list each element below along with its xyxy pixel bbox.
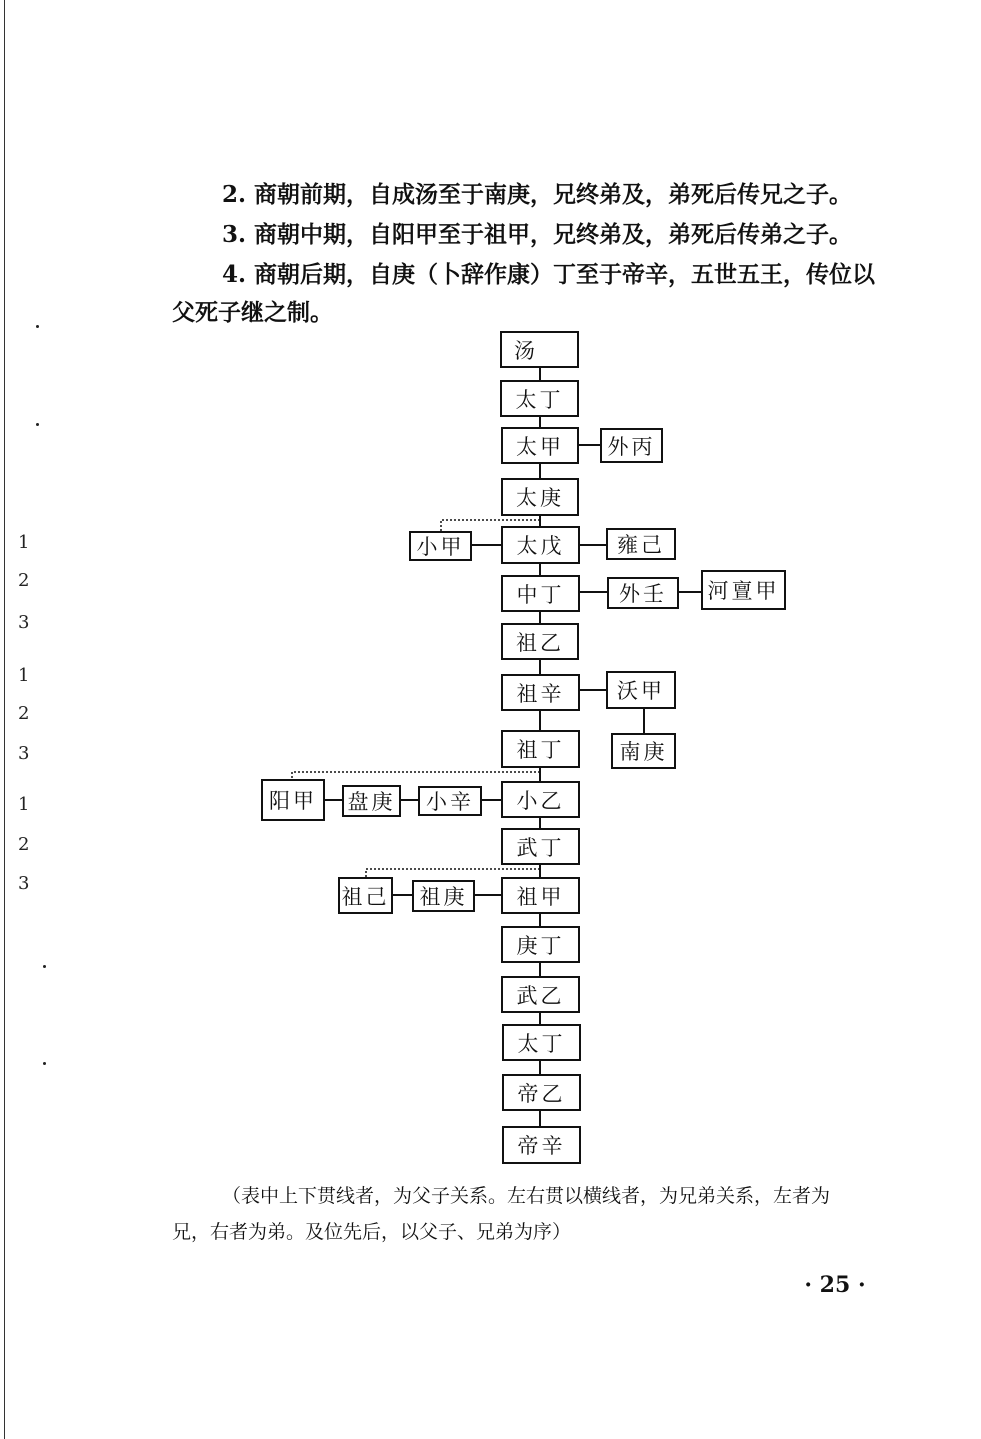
king-box-zuyi: 祖乙 [501,623,579,660]
scan-dot [43,965,46,968]
margin-mark: 3 [18,612,30,633]
paragraph-4: 4. 商朝后期，自庚（卜辞作康）丁至于帝辛，五世五王，传位以 [222,261,876,288]
king-box-wending-taiding: 太丁 [502,1024,581,1061]
king-box-nangeng: 南庚 [611,733,676,769]
king-box-hedanjia: 河亶甲 [701,570,786,610]
king-box-zuding: 祖丁 [501,730,580,768]
king-box-zuxin: 祖辛 [501,674,580,711]
king-box-yongji: 雍己 [606,528,676,560]
king-box-gengding: 庚丁 [501,926,580,963]
paragraph-3: 3. 商朝中期，自阳甲至于祖甲，兄终弟及，弟死后传弟之子。 [222,221,853,248]
king-box-zuji: 祖己 [338,877,393,914]
diagram-note-line-2: 兄，右者为弟。及位先后，以父子、兄弟为序） [172,1221,572,1243]
scan-dot [36,325,39,328]
king-box-taigeng: 太庚 [501,478,579,516]
king-box-taiwu: 太戊 [501,526,580,564]
king-box-xiaojia: 小甲 [409,531,472,561]
king-box-dixin: 帝辛 [502,1126,581,1164]
margin-mark: 1 [18,665,30,686]
margin-mark: 1 [18,794,30,815]
margin-mark: 2 [18,834,30,855]
king-box-diyi: 帝乙 [502,1074,581,1111]
king-box-taijia: 太甲 [501,427,579,464]
paragraph-2: 2. 商朝前期，自成汤至于南庚，兄终弟及，弟死后传兄之子。 [222,181,853,208]
king-box-zugeng: 祖庚 [412,880,475,912]
margin-mark: 1 [18,532,30,553]
paragraph-4-continued: 父死子继之制。 [172,299,333,326]
diagram-note-line-1: （表中上下贯线者，为父子关系。左右贯以横线者，为兄弟关系，左者为 [222,1185,831,1207]
king-box-zujia: 祖甲 [501,877,580,914]
king-box-taiding: 太丁 [500,380,579,417]
margin-mark: 3 [18,873,30,894]
margin-mark: 3 [18,743,30,764]
scan-dot [43,1062,46,1065]
king-box-wojia: 沃甲 [606,671,676,709]
king-box-zhongding: 中丁 [501,575,580,612]
margin-mark: 2 [18,570,30,591]
king-box-xiaoxin: 小辛 [418,786,482,816]
king-box-waibing: 外丙 [600,428,663,463]
margin-mark: 2 [18,703,30,724]
king-box-pangeng: 盘庚 [342,785,401,817]
king-box-xiaoyi: 小乙 [501,781,580,818]
king-box-wairen: 外壬 [607,577,679,609]
king-box-yangjia: 阳甲 [261,779,325,821]
page-number: · 25 · [804,1272,866,1298]
king-box-wuding: 武丁 [501,828,580,865]
king-box-wuyi: 武乙 [501,976,580,1013]
scan-dot [36,423,39,426]
king-box-tang: 汤 [500,331,579,368]
